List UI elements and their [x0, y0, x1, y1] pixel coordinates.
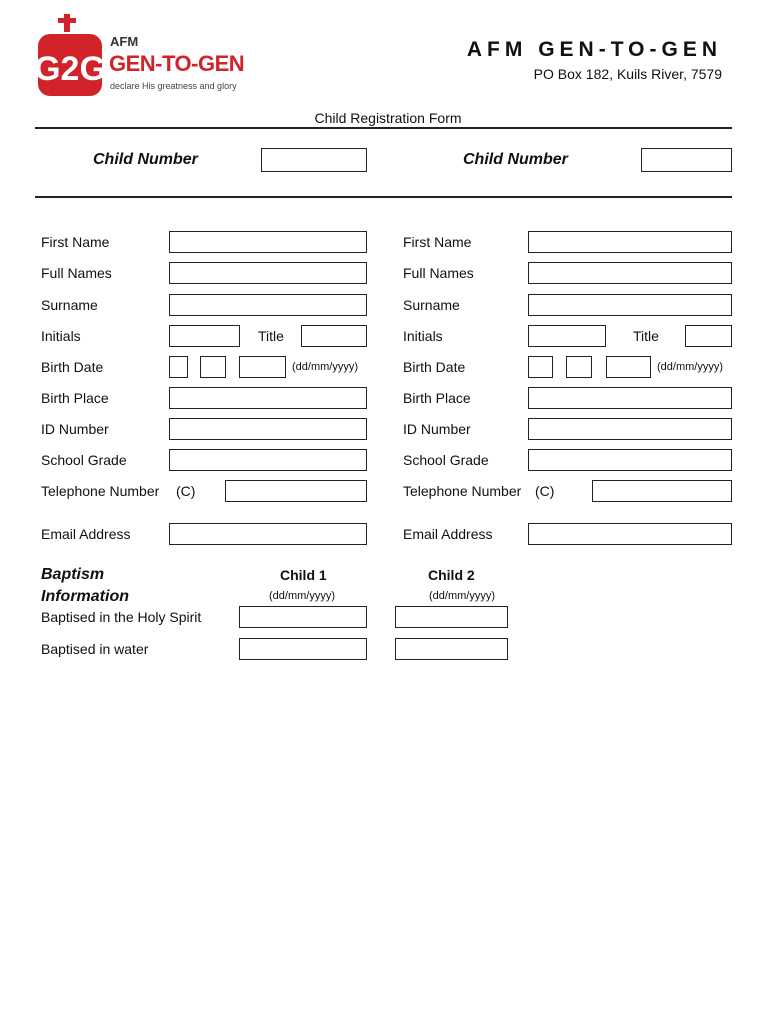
birth-date-label: Birth Date — [403, 359, 466, 375]
email-label: Email Address — [403, 526, 493, 542]
title-input-1[interactable] — [301, 325, 367, 347]
surname-label: Surname — [403, 297, 460, 313]
telephone-label: Telephone Number — [403, 483, 522, 499]
birth-place-input-2[interactable] — [528, 387, 732, 409]
birth-day-input-1[interactable] — [169, 356, 188, 378]
surname-label: Surname — [41, 297, 98, 313]
water-date-child2[interactable] — [395, 638, 508, 660]
child-number-label-2: Child Number — [463, 151, 568, 168]
baptism-heading-line2: Information — [41, 588, 129, 605]
holy-spirit-date-child2[interactable] — [395, 606, 508, 628]
birth-day-input-2[interactable] — [528, 356, 553, 378]
full-names-input-2[interactable] — [528, 262, 732, 284]
title-input-2[interactable] — [685, 325, 732, 347]
initials-input-2[interactable] — [528, 325, 606, 347]
water-date-child1[interactable] — [239, 638, 367, 660]
birth-month-input-2[interactable] — [566, 356, 592, 378]
full-names-label: Full Names — [41, 265, 112, 281]
baptism-heading-line1: Baptism — [41, 566, 105, 583]
id-number-label: ID Number — [403, 421, 471, 437]
telephone-label: Telephone Number — [41, 483, 160, 499]
email-label: Email Address — [41, 526, 131, 542]
birth-date-label: Birth Date — [41, 359, 104, 375]
id-number-input-2[interactable] — [528, 418, 732, 440]
child-number-input-1[interactable] — [261, 148, 367, 172]
school-grade-input-1[interactable] — [169, 449, 367, 471]
title-label: Title — [258, 328, 284, 344]
form-title: Child Registration Form — [314, 110, 462, 126]
school-grade-input-2[interactable] — [528, 449, 732, 471]
telephone-input-2[interactable] — [592, 480, 732, 502]
full-names-label: Full Names — [403, 265, 474, 281]
surname-input-1[interactable] — [169, 294, 367, 316]
school-grade-label: School Grade — [403, 452, 489, 468]
first-name-input-1[interactable] — [169, 231, 367, 253]
holy-spirit-date-child1[interactable] — [239, 606, 367, 628]
child2-heading: Child 2 — [428, 567, 475, 583]
divider — [35, 127, 732, 129]
birth-place-label: Birth Place — [41, 390, 109, 406]
divider — [35, 196, 732, 198]
cell-label: (C) — [176, 483, 196, 499]
id-number-label: ID Number — [41, 421, 109, 437]
first-name-input-2[interactable] — [528, 231, 732, 253]
child-number-input-2[interactable] — [641, 148, 732, 172]
initials-label: Initials — [403, 328, 443, 344]
initials-input-1[interactable] — [169, 325, 240, 347]
logo-mark-text: G2G — [34, 50, 106, 88]
first-name-label: First Name — [41, 234, 110, 250]
birth-place-label: Birth Place — [403, 390, 471, 406]
child-number-label-1: Child Number — [93, 151, 198, 168]
date-format-hint: (dd/mm/yyyy) — [292, 361, 358, 373]
child2-date-hint: (dd/mm/yyyy) — [429, 590, 495, 602]
email-input-2[interactable] — [528, 523, 732, 545]
holy-spirit-label: Baptised in the Holy Spirit — [41, 609, 202, 625]
birth-year-input-1[interactable] — [239, 356, 286, 378]
logo-tagline: declare His greatness and glory — [110, 81, 237, 91]
birth-month-input-1[interactable] — [200, 356, 226, 378]
school-grade-label: School Grade — [41, 452, 127, 468]
org-title: AFM GEN-TO-GEN — [466, 38, 722, 61]
cell-label: (C) — [535, 483, 555, 499]
org-address: PO Box 182, Kuils River, 7579 — [533, 66, 722, 82]
title-label: Title — [633, 328, 659, 344]
full-names-input-1[interactable] — [169, 262, 367, 284]
surname-input-2[interactable] — [528, 294, 732, 316]
logo-big: GEN-TO-GEN — [109, 51, 245, 76]
child1-date-hint: (dd/mm/yyyy) — [269, 590, 335, 602]
logo-small: AFM — [110, 34, 139, 49]
logo — [34, 14, 245, 98]
water-label: Baptised in water — [41, 641, 149, 657]
telephone-input-1[interactable] — [225, 480, 367, 502]
date-format-hint: (dd/mm/yyyy) — [657, 361, 723, 373]
initials-label: Initials — [41, 328, 81, 344]
child1-heading: Child 1 — [280, 567, 327, 583]
birth-place-input-1[interactable] — [169, 387, 367, 409]
id-number-input-1[interactable] — [169, 418, 367, 440]
birth-year-input-2[interactable] — [606, 356, 651, 378]
logo-mark-icon — [34, 14, 106, 98]
first-name-label: First Name — [403, 234, 472, 250]
email-input-1[interactable] — [169, 523, 367, 545]
